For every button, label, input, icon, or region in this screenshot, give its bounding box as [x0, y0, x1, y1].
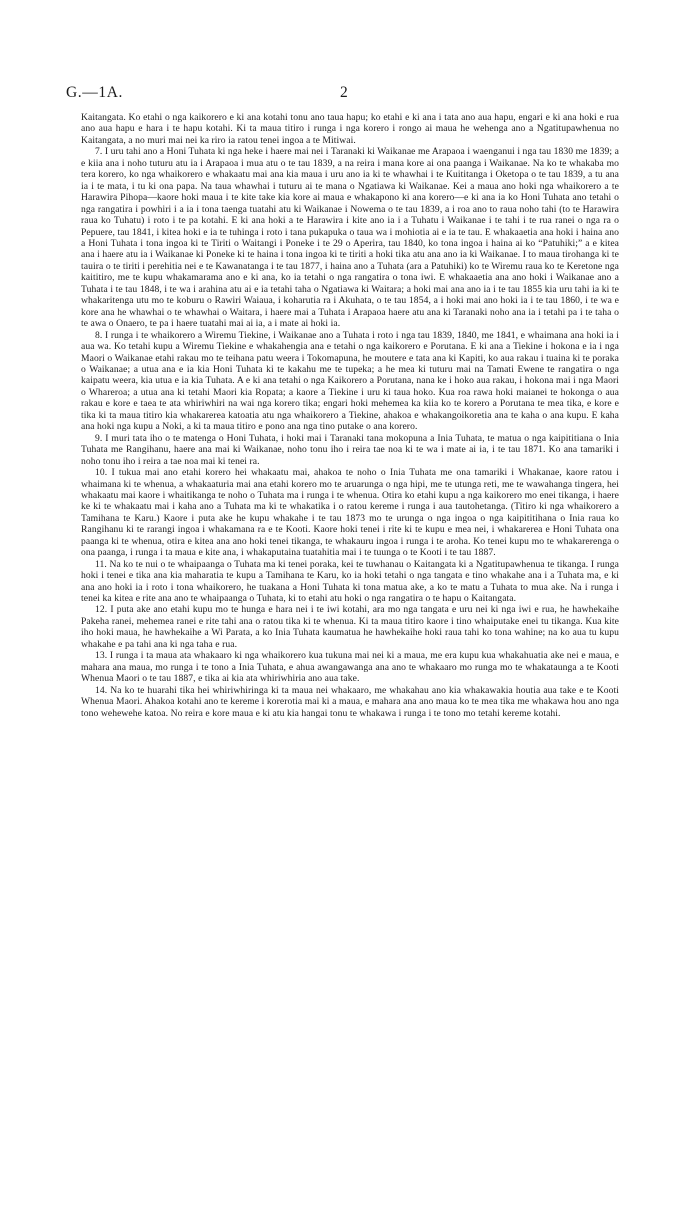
paragraph-12: 12. I puta ake ano etahi kupu mo te hunga e hara nei i te iwi kotahi, ara mo nga tangata e uru nei ki nga iwi e rua, he hawhekaihe Pakeha ranei, mehemea ranei e rite tahi ana o ratou tika ki te whenua. Ki ta maua titiro kaore i tino whaiputake enei tu tikanga. Kua kite iho hoki maua, he hawhekaihe a Wi Parata, a ko Inia Tuhata kaumatua he hawhekaihe hoki raua tahi ko tona wahine; na ko aua tu kupu whakahe e pa tahi ana ki nga taha e rua.	[81, 604, 619, 650]
paragraph-13: 13. I runga i ta maua ata whakaaro ki nga whaikorero kua tukuna mai nei ki a maua, me era kupu kua whakahuatia ake nei e maua, e mahara ana maua, mo runga i te tono a Inia Tuhata, e ahua awangawanga ana ano te whakaaro mo runga mo te whakataunga a te Kooti Whenua Maori o te tau 1887, e tika ai kia ata whiriwhiria ano aua take.	[81, 650, 619, 685]
paragraph-14: 14. Na ko te huarahi tika hei whiriwhiringa ki ta maua nei whakaaro, me whakahau ano kia whakawakia houtia aua take e te Kooti Whenua Maori. Ahakoa kotahi ano te kereme i korerotia mai ki a maua, e mahara ana ano maua ko te mea tika me whakawa hou ano nga tono wehewehe katoa. No reira e kore maua e ki atu kia hangai tonu te whakawa i runga i te tono mo tetahi kereme kotahi.	[81, 684, 619, 719]
page-number: 2	[340, 84, 348, 101]
paragraph-9: 9. I muri tata iho o te matenga o Honi Tuhata, i hoki mai i Taranaki tana mokopuna a Inia Tuhata, te matua o nga kaipititiana o Inia Tuhata me Rangihanu, haere ana mai ki Waikanae, noho tonu iho i reira tae noa ki te wa i mate ai ia, i te tau 1871. Ko ana tamariki i noho tonu iho i reira a tae noa mai ki tenei ra.	[81, 432, 619, 467]
body-text	[81, 112, 619, 719]
paragraph-10: 10. I tukua mai ano etahi korero hei whakaatu mai, ahakoa te noho o Inia Tuhata me ona tamariki i Whakanae, kaore ratou i whaimana ki te whenua, a whakaaturia mai ana etahi korero mo te aruarunga o nga hipi, me te utunga reti, me te wawahanga tingera, hei whakaatu mai kaore i whaitikanga te noho o Tuhata ma i runga i te whenua. Otira ko etahi kupu a nga kaikorero mo enei tikanga, i haere ke ki te whakaatu mai i kaha ano a Tuhata ma ki te whakatika i o ratou kereme i runga i aua tautohetanga. (Titiro ki nga whaikorero a Tamihana te Karu.) Kaore i puta ake he kupu whakahe i te tau 1873 mo te urunga o nga ingoa o nga kaipititihana o Inia raua ko Rangihanu ki te rarangi ingoa i whakamana ra e te Kooti. Kaore hoki tenei i rite ki te kupu e mea nei, i whakarerea e Honi Tuhata ona paanga ki te whenua, otira e kitea ana ano hoki tenei tikanga, te whakauru ingoa i runga i te aroha. Ko tenei kupu mo te whakarerenga o ona paanga, i runga i ta maua e kite ana, i whakaputaina tuatahitia mai i te tuunga o te Kooti i te tau 1887.	[81, 467, 619, 559]
paragraph-continuation: Kaitangata. Ko etahi o nga kaikorero e ki ana kotahi tonu ano taua hapu; ko etahi e ki ana i tata ano aua hapu, engari e ki ana hoki e rua ano aua hapu e hara i te hapu kotahi. Ki ta maua titiro i runga i nga korero i rongo ai maua he wehenga ano a Ngatitupawhenua no Kaitangata, a no muri mai nei ka riro ia ratou tenei ingoa a te Mitiwai.	[81, 112, 619, 146]
document-code: G.—1A.	[66, 84, 123, 101]
paragraph-8: 8. I runga i te whaikorero a Wiremu Tiekine, i Waikanae ano a Tuhata i roto i nga tau 1839, 1840, me 1841, e whaimana ana hoki ia i aua wa. Ko tetahi kupu a Wiremu Tiekine e whakahengia ana e tetahi o nga kaikorero e Porutana. E ki ana a Tiekine i hokona e ia i nga Maori o Waikanae etahi rakau mo te teihana patu weera i Tokomapuna, he moutere e tata ana ki Kapiti, ko aua rakau i tuaina ki te poraka o Waikanae; a utua ana e ia kia Honi Tuhata ki te kakahu me te tupeka; a he mea ki tuturu mai na Tamati Ewene te rangatira o nga kaipatu weera, kia utua e ia kia Tuhata. A e ki ana tetahi o nga Kaikorero a Porutana, nana ke i hoko aua rakau, i hokona mai i nga Maori o Whareroa; a utua ana ki tetahi Maori kia Ropata; a kaore a Tiekine i uru ki taua hoko. Kua roa rawa hoki maianei te hokonga o aua rakau e kore e taea te ata whiriwhiri na wai nga korero tika; engari hoki mehemea ka kiia ko te korero a Porutana te mea tika, e kore e tika ki ta maua titiro kia whakarerea katoatia atu nga whaikorero a Tiekine, ahakoa e whakangoikoretia ana te kaha o ana kupu. E kaha ana hoki nga kupu a Noki, a ki ta maua titiro e pono ana nga tino putake o ana korero.	[81, 329, 619, 433]
paragraph-7: 7. I uru tahi ano a Honi Tuhata ki nga heke i haere mai nei i Taranaki ki Waikanae me Arapaoa i waenganui i nga tau 1830 me 1839; a e kiia ana i noho tuturu atu ia i Arapaoa i mua atu o te tau 1839, a na reira i mana kore ai ona paanga i Waikanae. Na ko te whakaba mo tera korero, ko nga whaikorero e whakaatu mai ana kia maua i uru ano ia ki te whawhai i te Kuititanga i Oketopa o te tau 1839, a tu ana ia i te mata, i tu ki ona papa. Na taua whawhai i tuturu ai te mana o Ngatiawa ki Waikanae. Kei a maua ano hoki nga whaikorero a te Harawira Pihopa—kaore hoki maua i te kite take kia kore ai maua e whakapono ki ana korero—e ki ana ia ko Honi Tuhata ano tetahi o nga rangatira i powhiri i a ia i tona taenga tuatahi atu ki Waikanae i Nowema o te tau 1839, a i roa ano to raua noho tahi (to te Harawira raua ko Tuhatu) i roto i te pa kotahi. E ki ana hoki a te Harawira i kite ano ia i a Tuhatu i Waikanae i te tahi i te rua ranei o nga ra o Pepuere, tau 1841, i kitea hoki e ia te tuhinga i roto i tana pukapuka o taua wa i mohiotia ai e ia te tau. E whakaaetia ana hoki i haina ano a Honi Tuhata i tona ingoa ki te Tiriti o Waitangi i Poneke i te 29 o Aperira, tau 1840, ko tona ingoa i haina ai ko “Patuhiki;” a e kitea ana i haere atu ia i Waikanae ki Poneke ki te haina i tona ingoa ki te tiriti a hoki tika atu ana ano ia ki Waikanae. I to maua tirohanga ki te tauira o te tiriti i perehitia nei e te Kawanatanga i te tau 1877, i haina ano a Tuhata (ara a Patuhiki) ko te Wiremu raua ko te Keretone nga kaititiro, me te kupu whakamarama ano e ki ana, ko ia tetahi o nga rangatira o tona iwi. E whakaaetia ana ano hoki i Waikanae ano a Tuhata i te tau 1848, i te wa i arahina atu ai e ia tetahi taha o Ngatiawa ki Waitara; a hoki mai ana ano ia i te tau 1855 kia uru tahi ia ki te whakaritenga utu mo te koburu o Rawiri Waiaua, i koharutia ra i Akuhata, o te tau 1854, a i hoki mai ano hoki ia i te tau 1860, i te wa e kore ana he whawhai o te whawhai o Waitara, i haere mai a Tuhata i Arapaoa haere atu ana ki Taranaki noho ana ia i tetahi pa i te taha o te awa o Onaero, te pa i haere tuatahi mai ai ia, a i mate ai hoki ia.	[81, 146, 619, 330]
page-header	[66, 84, 634, 102]
paragraph-11: 11. Na ko te nui o te whaipaanga o Tuhata ma ki tenei poraka, kei te tuwhanau o Kaitangata ki a Ngatitupawhenua te tikanga. I runga hoki i tenei e tika ana kia maharatia te kupu a Tamihana te Karu, ko ia hoki tetahi o nga tangata e tino whakahe ana i a Tuhata ma, e ki ana ano hoki ia i roto i tona whaikorero, he tuakana a Honi Tuhata ki tona matua ake, a ko te matu a Tuhata to mua ake. Na i runga i tenei ka kitea e rite ana ano te whaipaanga o Tuhata, ki to etahi atu hoki o nga rangatira o te hapu o Kaitangata.	[81, 558, 619, 605]
